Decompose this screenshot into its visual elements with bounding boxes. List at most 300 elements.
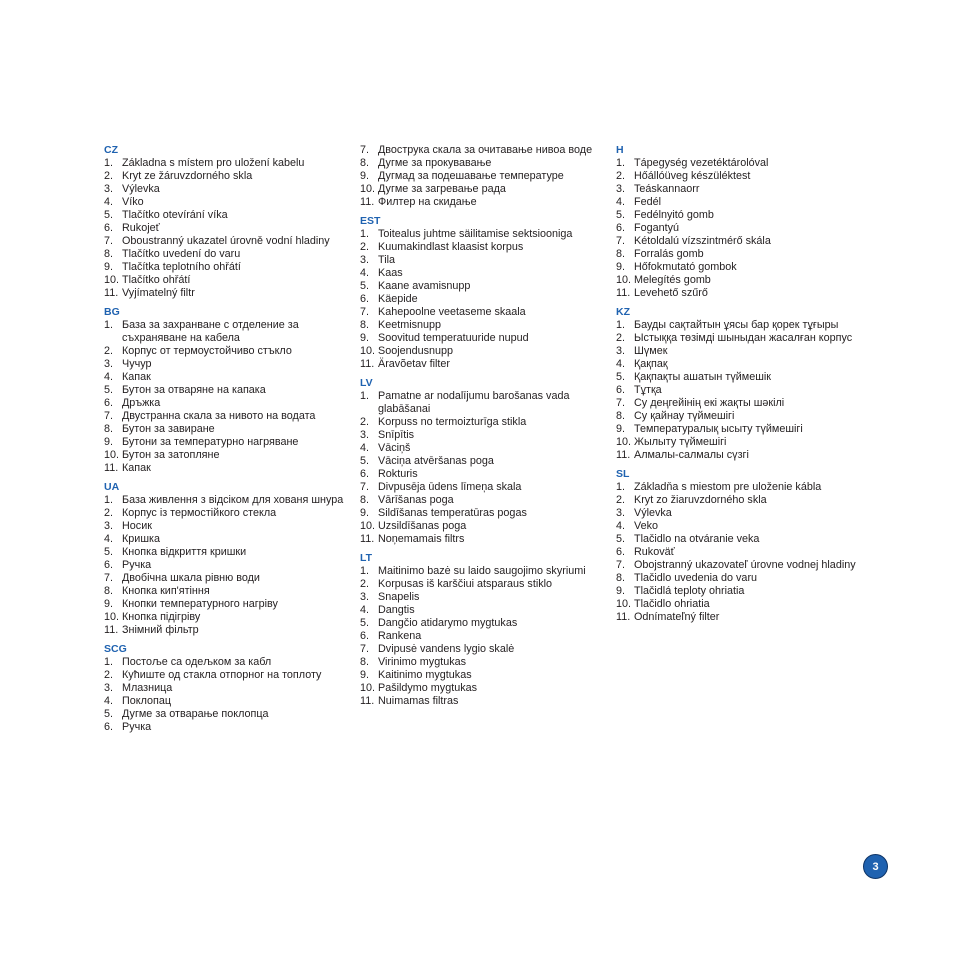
page-number: 3: [872, 860, 879, 873]
item-number: 6.: [360, 630, 370, 642]
language-code: SCG: [104, 643, 127, 655]
item-label: База за захранване с отделение за съхраняване на кабела: [122, 319, 299, 344]
item-label: Vārīšanas poga: [378, 494, 454, 506]
list-item: [360, 442, 610, 455]
list-item: [104, 319, 354, 345]
list-item: [616, 183, 906, 196]
item-label: Teáskannaorr: [634, 183, 700, 195]
item-label: Tlačítko uvedení do varu: [122, 248, 241, 260]
item-label: Млазница: [122, 682, 173, 694]
list-item: [104, 261, 354, 274]
list-item: [616, 410, 906, 423]
item-number: 2.: [360, 241, 370, 253]
item-number: 10.: [616, 598, 632, 610]
list-item: [104, 611, 354, 624]
list-item: [104, 533, 354, 546]
item-number: 11.: [104, 287, 119, 299]
item-label: Тұтқа: [634, 384, 662, 396]
list-item: [104, 708, 354, 721]
item-number: 2.: [616, 170, 626, 182]
item-number: 8.: [360, 494, 370, 506]
item-label: Бутон за затопляне: [122, 449, 220, 461]
list-item: [360, 429, 610, 442]
item-number: 4.: [360, 604, 370, 616]
item-label: Қақпақ: [634, 358, 668, 370]
item-label: Soojendusnupp: [378, 345, 454, 357]
item-label: Äravõetav filter: [378, 358, 451, 370]
item-number: 11.: [104, 624, 119, 636]
language-section-kz: [616, 306, 906, 462]
list-item: [616, 384, 906, 397]
item-number: 4.: [616, 358, 626, 370]
item-label: Двустранна скала за нивото на водата: [122, 410, 316, 422]
list-item: [360, 280, 610, 293]
item-label: Kryt zo žiaruvzdorného skla: [634, 494, 767, 506]
item-number: 8.: [360, 656, 370, 668]
item-number: 8.: [360, 319, 370, 331]
list-item: [104, 287, 354, 300]
item-number: 9.: [104, 598, 114, 610]
item-number: 5.: [104, 209, 114, 221]
item-number: 8.: [616, 410, 626, 422]
list-item: [104, 494, 354, 507]
list-item: [616, 248, 906, 261]
item-number: 3.: [104, 183, 114, 195]
list-item: [104, 656, 354, 669]
item-label: Двобічна шкала рівню води: [122, 572, 260, 584]
list-item: [616, 332, 906, 345]
item-number: 9.: [104, 436, 114, 448]
item-number: 9.: [616, 423, 626, 435]
item-number: 4.: [616, 520, 626, 532]
item-number: 8.: [360, 157, 370, 169]
item-number: 9.: [360, 669, 370, 681]
item-label: Uzsildīšanas poga: [378, 520, 467, 532]
item-label: Oboustranný ukazatel úrovně vodní hladiny: [122, 235, 330, 247]
item-number: 3.: [616, 507, 626, 519]
list-item: [616, 436, 906, 449]
item-number: 7.: [104, 410, 114, 422]
item-number: 6.: [360, 468, 370, 480]
item-label: Melegítés gomb: [634, 274, 711, 286]
item-label: Rokturis: [378, 468, 418, 480]
list-item: [360, 241, 610, 254]
item-number: 8.: [104, 423, 114, 435]
item-label: Korpuss no termoizturīga stikla: [378, 416, 527, 428]
item-number: 11.: [104, 462, 119, 474]
item-label: Pamatne ar nodalījumu barošanas vada glabāšanai: [378, 390, 570, 415]
list-item: [360, 293, 610, 306]
list-item: [360, 468, 610, 481]
list-item: [616, 559, 906, 572]
list-item: [360, 157, 610, 170]
item-label: Кришка: [122, 533, 160, 545]
item-label: Корпус от термоустойчиво стъкло: [122, 345, 292, 357]
item-number: 1.: [104, 494, 114, 506]
list-item: [104, 209, 354, 222]
language-section-scg: [104, 643, 354, 734]
list-item: [616, 533, 906, 546]
list-item: [104, 371, 354, 384]
list-item: [360, 196, 610, 209]
item-label: Toitealus juhtme säilitamise sektsiooniga: [378, 228, 573, 240]
list-item: [616, 507, 906, 520]
item-label: Vyjímatelný filtr: [122, 287, 195, 299]
item-number: 4.: [360, 267, 370, 279]
item-label: Snapelis: [378, 591, 420, 603]
item-number: 1.: [104, 157, 114, 169]
list-item: [360, 267, 610, 280]
list-item: [360, 144, 610, 157]
item-number: 11.: [360, 533, 375, 545]
item-label: Tápegység vezetéktárolóval: [634, 157, 769, 169]
item-label: Қақпақты ашатын түймешік: [634, 371, 771, 383]
list-item: [104, 436, 354, 449]
list-item: [104, 721, 354, 734]
item-number: 3.: [616, 345, 626, 357]
language-code: CZ: [104, 144, 118, 156]
item-label: Levehető szűrő: [634, 287, 708, 299]
list-item: [616, 157, 906, 170]
item-number: 8.: [616, 248, 626, 260]
item-number: 3.: [360, 254, 370, 266]
list-item: [360, 682, 610, 695]
language-code: KZ: [616, 306, 630, 318]
list-item: [360, 565, 610, 578]
item-number: 4.: [360, 442, 370, 454]
item-label: Snīpītis: [378, 429, 415, 441]
item-number: 10.: [616, 274, 632, 286]
language-section-h: [616, 144, 906, 300]
list-item: [360, 695, 610, 708]
item-number: 5.: [360, 455, 370, 467]
item-label: Кнопки температурного нагріву: [122, 598, 278, 610]
item-number: 7.: [360, 643, 370, 655]
item-label: Капак: [122, 462, 151, 474]
item-number: 3.: [104, 682, 114, 694]
item-label: Forralás gomb: [634, 248, 704, 260]
item-label: Кнопка кип'ятіння: [122, 585, 210, 597]
list-item: [616, 397, 906, 410]
item-label: Víko: [122, 196, 144, 208]
list-item: [616, 196, 906, 209]
item-number: 10.: [360, 183, 376, 195]
item-number: 1.: [104, 656, 114, 668]
item-number: 5.: [360, 280, 370, 292]
list-item: [360, 455, 610, 468]
item-number: 6.: [616, 222, 626, 234]
item-label: Дугме за прокувавање: [378, 157, 492, 169]
list-item: [616, 235, 906, 248]
item-label: Кнопка відкриття кришки: [122, 546, 247, 558]
list-item: [616, 481, 906, 494]
list-item: [360, 669, 610, 682]
item-label: Kahepoolne veetaseme skaala: [378, 306, 526, 318]
list-item: [616, 261, 906, 274]
list-item: [616, 371, 906, 384]
item-number: 8.: [104, 585, 114, 597]
item-number: 2.: [616, 332, 626, 344]
item-number: 7.: [360, 144, 370, 156]
list-item: [104, 585, 354, 598]
item-label: Výlevka: [122, 183, 160, 195]
item-label: Dvipusė vandens lygio skalė: [378, 643, 515, 655]
list-item: [360, 520, 610, 533]
list-item: [360, 416, 610, 429]
item-label: Tlačítka teplotního ohřátí: [122, 261, 241, 273]
language-section-continued: [360, 144, 610, 209]
list-item: [360, 656, 610, 669]
list-item: [104, 410, 354, 423]
language-section-est: [360, 215, 610, 371]
item-number: 5.: [104, 708, 114, 720]
item-number: 11.: [616, 449, 631, 461]
language-section-lt: [360, 552, 610, 708]
item-number: 9.: [104, 261, 114, 273]
item-label: Divpusēja ūdens līmeņa skala: [378, 481, 522, 493]
item-number: 6.: [104, 559, 114, 571]
item-number: 4.: [104, 196, 114, 208]
item-label: Käepide: [378, 293, 418, 305]
item-number: 2.: [104, 669, 114, 681]
list-item: [104, 598, 354, 611]
list-item: [104, 559, 354, 572]
parts-column-2: [360, 144, 610, 708]
list-item: [104, 507, 354, 520]
list-item: [360, 481, 610, 494]
item-number: 9.: [616, 585, 626, 597]
list-item: [616, 598, 906, 611]
list-item: [616, 546, 906, 559]
list-item: [104, 397, 354, 410]
list-item: [104, 274, 354, 287]
item-number: 11.: [616, 287, 631, 299]
item-number: 5.: [616, 209, 626, 221]
item-label: Rankena: [378, 630, 422, 642]
list-item: [616, 449, 906, 462]
item-label: Dangtis: [378, 604, 415, 616]
list-item: [616, 170, 906, 183]
item-number: 4.: [104, 371, 114, 383]
item-number: 5.: [616, 533, 626, 545]
item-label: Fogantyú: [634, 222, 680, 234]
item-number: 7.: [616, 397, 626, 409]
item-label: Кнопка підігріву: [122, 611, 201, 623]
item-number: 9.: [360, 170, 370, 182]
item-number: 11.: [616, 611, 631, 623]
list-item: [104, 572, 354, 585]
item-number: 10.: [616, 436, 632, 448]
list-item: [616, 345, 906, 358]
item-number: 10.: [360, 682, 376, 694]
list-item: [360, 358, 610, 371]
item-number: 1.: [360, 565, 370, 577]
item-label: Kaitinimo mygtukas: [378, 669, 472, 681]
item-number: 6.: [616, 384, 626, 396]
list-item: [104, 183, 354, 196]
item-number: 9.: [360, 507, 370, 519]
language-code: LV: [360, 377, 373, 389]
item-number: 6.: [616, 546, 626, 558]
item-label: Kaane avamisnupp: [378, 280, 471, 292]
item-label: Бутон за завиране: [122, 423, 215, 435]
list-item: [616, 585, 906, 598]
list-item: [104, 423, 354, 436]
item-label: Ручка: [122, 559, 152, 571]
item-number: 2.: [616, 494, 626, 506]
item-label: Tlačítko otevírání víka: [122, 209, 228, 221]
list-item: [616, 222, 906, 235]
list-item: [104, 196, 354, 209]
list-item: [104, 520, 354, 533]
item-label: Корпус із термостійкого стекла: [122, 507, 277, 519]
item-number: 10.: [104, 274, 120, 286]
language-code: UA: [104, 481, 120, 493]
item-number: 10.: [104, 611, 120, 623]
list-item: [104, 682, 354, 695]
item-number: 3.: [104, 520, 114, 532]
item-label: Ыстыққа төзімді шыныдан жасалған корпус: [634, 332, 853, 344]
item-label: Жылыту түймешігі: [634, 436, 727, 448]
item-label: Nuimamas filtras: [378, 695, 459, 707]
item-label: Чучур: [122, 358, 152, 370]
item-label: Дугме за отварање поклопца: [122, 708, 269, 720]
item-number: 6.: [104, 721, 114, 733]
list-item: [360, 617, 610, 630]
list-item: [616, 520, 906, 533]
item-number: 5.: [104, 546, 114, 558]
item-label: Tlačítko ohřátí: [122, 274, 191, 286]
item-label: Sildīšanas temperatūras pogas: [378, 507, 527, 519]
parts-column-3: [616, 144, 906, 624]
list-item: [616, 611, 906, 624]
item-label: Tlačidlo uvedenia do varu: [634, 572, 758, 584]
item-number: 7.: [360, 306, 370, 318]
item-number: 1.: [104, 319, 114, 331]
item-label: Veko: [634, 520, 659, 532]
item-number: 10.: [360, 520, 376, 532]
item-number: 5.: [104, 384, 114, 396]
item-number: 11.: [360, 196, 375, 208]
list-item: [104, 546, 354, 559]
list-item: [104, 222, 354, 235]
list-item: [360, 319, 610, 332]
item-label: Maitinimo bazė su laido saugojimo skyriumi: [378, 565, 586, 577]
list-item: [616, 494, 906, 507]
list-item: [360, 228, 610, 241]
list-item: [616, 274, 906, 287]
item-number: 7.: [360, 481, 370, 493]
item-label: Rukojeť: [122, 222, 160, 234]
item-label: Бауды сақтайтын ұясы бар қорек тұғыры: [634, 319, 839, 331]
list-item: [616, 358, 906, 371]
item-label: Kryt ze žáruvzdorného skla: [122, 170, 253, 182]
item-label: Поклопац: [122, 695, 172, 707]
item-number: 1.: [616, 481, 626, 493]
item-number: 2.: [360, 578, 370, 590]
item-label: Капак: [122, 371, 151, 383]
language-section-sl: [616, 468, 906, 624]
item-label: Ручка: [122, 721, 152, 733]
item-number: 8.: [104, 248, 114, 260]
list-item: [360, 604, 610, 617]
language-code: SL: [616, 468, 630, 480]
item-number: 4.: [616, 196, 626, 208]
item-label: Двострука скала за очитавање нивоа воде: [378, 144, 593, 156]
list-item: [104, 235, 354, 248]
item-number: 6.: [104, 222, 114, 234]
item-label: База живлення з відсіком для хованя шнура: [122, 494, 344, 506]
item-number: 2.: [104, 507, 114, 519]
item-number: 9.: [616, 261, 626, 273]
item-number: 6.: [360, 293, 370, 305]
list-item: [104, 384, 354, 397]
item-label: Dangčio atidarymo mygtukas: [378, 617, 518, 629]
item-label: Rukoväť: [634, 546, 675, 558]
list-item: [360, 390, 610, 416]
item-label: Kaas: [378, 267, 403, 279]
list-item: [104, 449, 354, 462]
item-label: Tlačidlá teploty ohriatia: [634, 585, 745, 597]
item-number: 5.: [616, 371, 626, 383]
item-number: 3.: [104, 358, 114, 370]
item-label: Výlevka: [634, 507, 672, 519]
list-item: [104, 345, 354, 358]
page-number-badge: [863, 854, 888, 879]
list-item: [360, 578, 610, 591]
item-number: 2.: [360, 416, 370, 428]
item-label: Pašildymo mygtukas: [378, 682, 478, 694]
list-item: [616, 423, 906, 436]
item-label: Дугмад за подешавање температуре: [378, 170, 564, 182]
language-section-ua: [104, 481, 354, 637]
list-item: [616, 319, 906, 332]
item-label: Су қайнау түймешігі: [634, 410, 735, 422]
list-item: [104, 624, 354, 637]
item-number: 1.: [616, 157, 626, 169]
list-item: [360, 306, 610, 319]
item-label: Kétoldalú vízszintmérő skála: [634, 235, 771, 247]
item-number: 7.: [616, 235, 626, 247]
item-label: Tlačidlo ohriatia: [634, 598, 710, 610]
item-label: Kuumakindlast klaasist korpus: [378, 241, 524, 253]
item-label: Noņemamais filtrs: [378, 533, 465, 545]
item-label: Korpusas iš karščiui atsparaus stiklo: [378, 578, 553, 590]
item-label: Постоље са одељком за кабл: [122, 656, 272, 668]
item-label: Дръжка: [122, 397, 161, 409]
list-item: [104, 669, 354, 682]
list-item: [104, 248, 354, 261]
language-section-lv: [360, 377, 610, 546]
item-label: Soovitud temperatuuride nupud: [378, 332, 529, 344]
item-number: 7.: [104, 235, 114, 247]
item-label: Шүмек: [634, 345, 668, 357]
item-label: Носик: [122, 520, 152, 532]
item-number: 1.: [360, 228, 370, 240]
list-item: [360, 183, 610, 196]
language-code: H: [616, 144, 624, 156]
language-code: BG: [104, 306, 120, 318]
item-label: Fedélnyitó gomb: [634, 209, 714, 221]
language-code: EST: [360, 215, 381, 227]
item-label: Odnímateľný filter: [634, 611, 720, 623]
item-label: Základna s místem pro uložení kabelu: [122, 157, 305, 169]
list-item: [616, 287, 906, 300]
item-label: Základňa s miestom pre uloženie kábla: [634, 481, 822, 493]
item-number: 10.: [104, 449, 120, 461]
item-label: Hőfokmutató gombok: [634, 261, 737, 273]
item-label: Знімний фільтр: [122, 624, 199, 636]
